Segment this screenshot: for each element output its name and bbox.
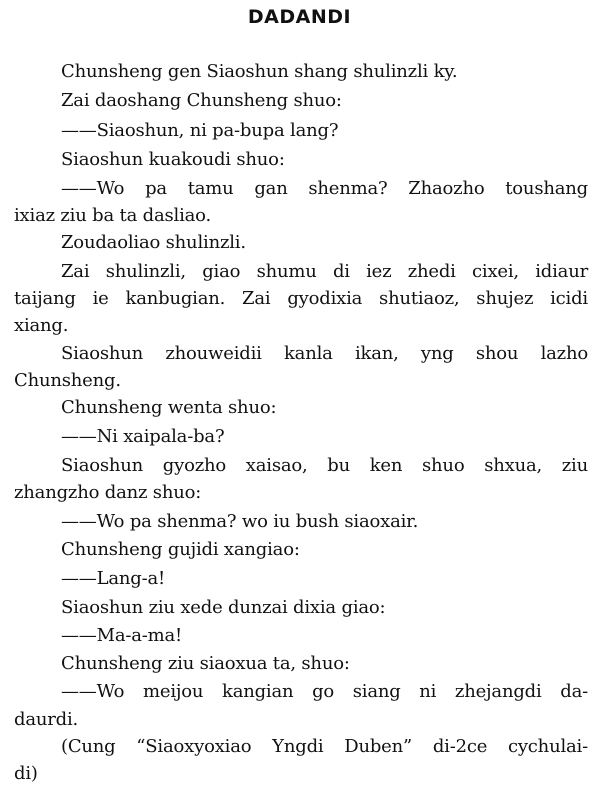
text-line: xiang.: [14, 315, 69, 336]
text-line: Chunsheng gen Siaoshun shang shulinzli ky.: [61, 61, 458, 82]
text-line: ——Ma-a-ma!: [61, 625, 183, 646]
text-line: Chunsheng.: [14, 370, 121, 391]
text-line: Chunsheng gujidi xangiao:: [61, 539, 300, 560]
text-line: Zoudaoliao shulinzli.: [61, 232, 246, 253]
text-line: Chunsheng ziu siaoxua ta, shuo:: [61, 653, 350, 674]
text-line: taijang ie kanbugian. Zai gyodixia shutiaoz, shujez icidi: [14, 288, 588, 309]
text-line: daurdi.: [14, 709, 79, 730]
text-line: Siaoshun ziu xede dunzai dixia giao:: [61, 597, 386, 618]
text-line: ——Wo pa shenma? wo iu bush siaoxair.: [61, 511, 419, 532]
text-line: ——Wo pa tamu gan shenma? Zhaozho toushang: [61, 178, 588, 199]
text-line: (Cung “Siaoxyoxiao Yngdi Duben” di-2ce cychulai-: [61, 736, 588, 757]
text-line: di): [14, 763, 38, 784]
text-line: Siaoshun gyozho xaisao, bu ken shuo shxua, ziu: [61, 455, 588, 476]
text-line: ——Wo meijou kangian go siang ni zhejangdi da-: [61, 681, 588, 702]
text-line: Siaoshun kuakoudi shuo:: [61, 149, 285, 170]
text-line: Chunsheng wenta shuo:: [61, 397, 277, 418]
text-line: ixiaz ziu ba ta dasliao.: [14, 205, 211, 226]
text-line: zhangzho danz shuo:: [14, 482, 202, 503]
text-line: Siaoshun zhouweidii kanla ikan, yng shou lazho: [61, 343, 588, 364]
text-line: ——Siaoshun, ni pa-bupa lang?: [61, 120, 339, 141]
page-title: DADANDI: [247, 6, 352, 28]
text-line: ——Lang-a!: [61, 568, 166, 589]
text-line: ——Ni xaipala-ba?: [61, 426, 225, 447]
text-line: Zai daoshang Chunsheng shuo:: [61, 90, 342, 111]
text-line: Zai shulinzli, giao shumu di iez zhedi cixei, idiaur: [61, 261, 588, 282]
